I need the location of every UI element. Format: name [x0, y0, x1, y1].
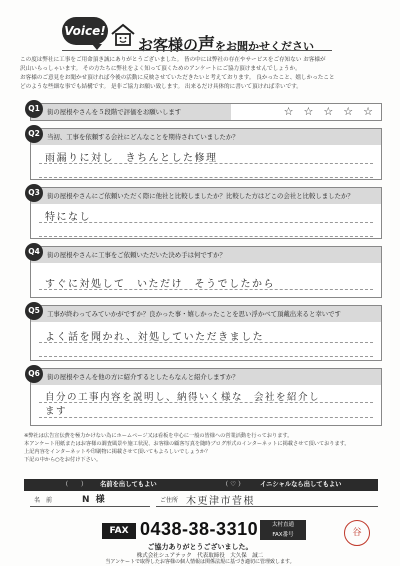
question-4-badge: Q4 [25, 243, 43, 261]
question-3-header [28, 188, 381, 204]
question-5-text: 工事が終わってみていかがですか？良かった事・嬉しかったことを思い浮かべて頂戴出来ると幸いです [47, 310, 341, 318]
star-icon[interactable]: ☆ [363, 105, 373, 118]
question-2-header [28, 129, 381, 145]
question-4 [30, 246, 382, 298]
question-6-answer-line2: ます [45, 406, 68, 417]
question-4-header [28, 247, 381, 263]
header-divider [62, 50, 332, 51]
option-2-label: イニシャルなら出してもよい [260, 481, 342, 488]
thanks-text: ご協力ありがとうございました。 [147, 543, 253, 551]
question-1 [30, 103, 382, 121]
question-6-text: 街の屋根やさんを他の方に紹介するとしたらなんと紹介しますか？ [47, 373, 239, 381]
hanko-seal-icon: 谷 [344, 520, 370, 546]
fax-tag: 太村直通 FAX番号 [260, 520, 306, 540]
question-1-header [28, 104, 381, 120]
address-field-line [156, 506, 378, 507]
question-6-badge: Q6 [25, 365, 43, 383]
ruled-line [39, 236, 373, 237]
question-4-answer: すぐに対処して いただけ そうでしたから [45, 279, 275, 290]
option-1-circle[interactable]: （ ） [62, 481, 88, 488]
question-2-text: 当初、工事を依頼する会社にどんなことを期待されていましたか？ [47, 133, 239, 141]
ruled-line [39, 356, 373, 357]
name-field-line [30, 506, 150, 507]
question-1-text: 街の屋根やさんを５段階で評価をお願いします [47, 108, 182, 116]
question-4-text: 街の屋根やさんに工事をご依頼いただいた決め手は何ですか？ [47, 251, 226, 259]
intro-text: この度は弊社に工事をご用命頂き誠にありがとうございました。 皆の中には弊社の存在やサービスをご存知ない お客様が 沢山いらっしゃいます。 その方たちに弊社をよく知って頂くためのアンケートにご協力頂けませんでしょうか。 お客様のご意見をお聞かせ頂ければ今後の活動に反映させていただきたいと考えております。 良かったこと、嬉しかったこと どのような些細な事でも結構です。 是非ご協力お願い致します。 出来るだけ具体的に書いて頂ければ幸いです。 [20, 57, 335, 90]
question-5-header [28, 306, 381, 322]
company-text: 株式会社シュアテック 代表取締役 大久保 誠二 [136, 553, 264, 559]
star-icon[interactable]: ☆ [283, 105, 294, 118]
fax-label: FAX [102, 523, 136, 539]
star-icon[interactable]: ☆ [323, 105, 334, 118]
question-6-answer: 自分の工事内容を説明し、納得いく様な 会社を紹介し [45, 392, 321, 403]
address-value: 木更津市菅根 [186, 496, 255, 507]
rating-area [231, 104, 381, 120]
question-6-header [28, 369, 381, 385]
question-3-text: 街の屋根やさんにご依頼いただく際に他社と比較しましたか？比較した方はどこの会社と比較しましたか？ [47, 192, 354, 200]
rating-stars [284, 104, 373, 120]
fax-number: 0438-38-3310 [140, 519, 259, 539]
name-permission-options [24, 479, 378, 491]
privacy-note: 当アンケートで取得したお客様の個人情報は関係法規に基づき適切に管理致します。 [105, 559, 295, 565]
question-2 [30, 128, 382, 180]
question-2-badge: Q2 [25, 125, 43, 143]
ruled-line [39, 417, 373, 418]
ruled-line [39, 222, 373, 223]
consent-notes: ※弊社は広告宣伝費を極力かけない為にホームページ又は看板を中心に一般の皆様への営業活動を行っております。 本アンケート用紙またはお客様の調査風景や施工状況、お客様の顧客写真を随時ブログ形式のインターネットに掲載させて頂いております。 上記内容をインターネットや印刷物に掲載させて頂いてもよろしいでしょうか？ 下記の中から○をお付け下さい。 [24, 433, 350, 463]
question-5-answer: よく話を聞かれ、対処していただきました [45, 332, 265, 343]
question-1-badge: Q1 [25, 100, 43, 118]
page-title: お客様の声をお聞かせください [138, 35, 315, 55]
ruled-line [39, 402, 373, 403]
voice-badge: Voice! [62, 17, 108, 45]
star-icon[interactable]: ☆ [303, 105, 314, 118]
question-5 [30, 305, 382, 361]
option-1-label: 名前を出してもよい [100, 481, 157, 488]
question-2-answer: 雨漏りに対し きちんとした修理 [45, 153, 218, 164]
question-6 [30, 368, 382, 426]
question-3-badge: Q3 [25, 184, 43, 202]
address-label: ご住所 [160, 497, 179, 504]
ruled-line [39, 163, 373, 164]
question-3 [30, 187, 382, 239]
ruled-line [39, 342, 373, 343]
question-3-answer: 特になし [45, 212, 91, 223]
star-icon[interactable]: ☆ [343, 105, 354, 118]
name-value: N 様 [82, 495, 107, 505]
name-label: 名 前 [34, 497, 53, 504]
question-5-badge: Q5 [25, 302, 43, 320]
ruled-line [39, 289, 373, 290]
option-2-circle[interactable]: （ ♡ ） [222, 481, 245, 488]
ruled-line [39, 177, 373, 178]
house-icon [110, 22, 136, 48]
